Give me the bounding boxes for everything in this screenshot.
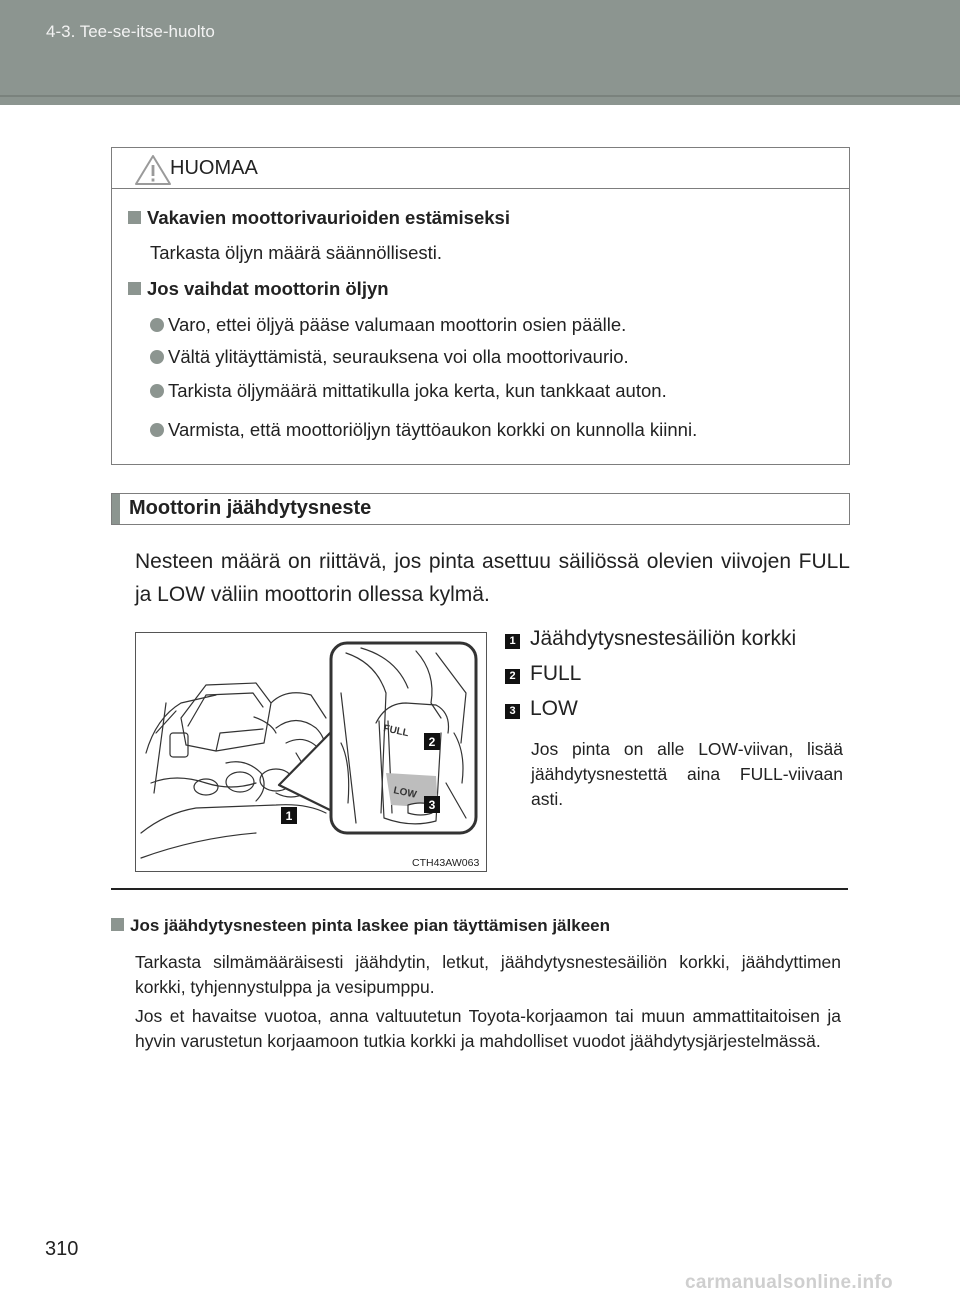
intro-paragraph: Nesteen määrä on riittävä, jos pinta asettuu säiliössä olevien viivojen FULL ja LOW väliin moottorin ollessa kylmä. bbox=[135, 550, 850, 606]
tank-low-label: LOW bbox=[392, 785, 418, 801]
section-heading-bar bbox=[112, 494, 120, 524]
info-paragraph: Tarkasta silmämääräisesti jäähdytin, letkut, jäähdytysnestesäiliön korkki, jäähdyttimen korkki, tyhjennystulppa ja vesipumppu. bbox=[135, 952, 841, 997]
header-rule bbox=[0, 95, 960, 97]
page-number: 310 bbox=[45, 1238, 79, 1260]
section-label: 4-3. Tee-se-itse-huolto bbox=[46, 22, 215, 41]
tank-full-label: FULL bbox=[382, 723, 410, 740]
callout-1 bbox=[281, 807, 297, 824]
divider bbox=[111, 888, 848, 890]
section-heading bbox=[111, 493, 850, 525]
svg-text:2: 2 bbox=[428, 735, 436, 749]
callout-badge: 1 bbox=[505, 634, 520, 649]
caution-bullet: Tarkista öljymäärä mittatikulla joka kerta, kun tankkaat auton. bbox=[150, 380, 667, 402]
section-title: Moottorin jäähdytysneste bbox=[129, 497, 372, 519]
level-note: Jos pinta on alle LOW-viivan, lisää jäähdytysnestettä aina FULL-viivaan asti. bbox=[531, 739, 843, 809]
callout-label: 1 Jäähdytysnestesäiliön korkki bbox=[505, 627, 796, 651]
figure-code: CTH43AW063 bbox=[412, 857, 480, 869]
square-bullet-icon bbox=[128, 282, 141, 295]
caution-header bbox=[112, 148, 849, 189]
round-bullet-icon bbox=[150, 423, 164, 437]
caution-bullet: Varo, ettei öljyä pääse valumaan moottorin osien päälle. bbox=[150, 314, 626, 336]
callout-3 bbox=[424, 796, 440, 813]
svg-text:1: 1 bbox=[285, 809, 293, 823]
caution-heading: Jos vaihdat moottorin öljyn bbox=[128, 278, 389, 300]
callout-label: 2 FULL bbox=[505, 662, 581, 686]
info-paragraph: Jos et havaitse vuotoa, anna valtuutetun Toyota-korjaamon tai muun ammattitaitoisen ja hyvin varustetun korjaamoon tutkia korkki ja mahdolliset vuodot jäähdytysjärjestelmässä. bbox=[135, 1006, 841, 1051]
round-bullet-icon bbox=[150, 318, 164, 332]
caution-heading: Vakavien moottorivaurioiden estämiseksi bbox=[128, 207, 510, 229]
info-heading: Jos jäähdytysnesteen pinta laskee pian täyttämisen jälkeen bbox=[111, 916, 610, 936]
caution-title: HUOMAA bbox=[170, 157, 258, 179]
callout-badge: 3 bbox=[505, 704, 520, 719]
engine-bay-illustration bbox=[135, 632, 487, 872]
square-bullet-icon bbox=[111, 918, 124, 931]
page-header bbox=[0, 0, 960, 105]
caution-bullet: Vältä ylitäyttämistä, seurauksena voi olla moottorivaurio. bbox=[150, 346, 629, 368]
callout-2 bbox=[424, 733, 440, 750]
svg-text:3: 3 bbox=[428, 798, 436, 812]
round-bullet-icon bbox=[150, 384, 164, 398]
watermark[interactable]: carmanualsonline.info bbox=[685, 1272, 893, 1293]
engine-bay-drawing bbox=[136, 633, 486, 871]
round-bullet-icon bbox=[150, 350, 164, 364]
square-bullet-icon bbox=[128, 211, 141, 224]
caution-box bbox=[111, 147, 850, 465]
warning-triangle-icon bbox=[134, 154, 172, 186]
callout-badge: 2 bbox=[505, 669, 520, 684]
caution-text: Tarkasta öljyn määrä säännöllisesti. bbox=[150, 242, 443, 263]
caution-bullet: Varmista, että moottoriöljyn täyttöaukon korkki on kunnolla kiinni. bbox=[150, 419, 697, 441]
callout-label: 3 LOW bbox=[505, 697, 578, 721]
